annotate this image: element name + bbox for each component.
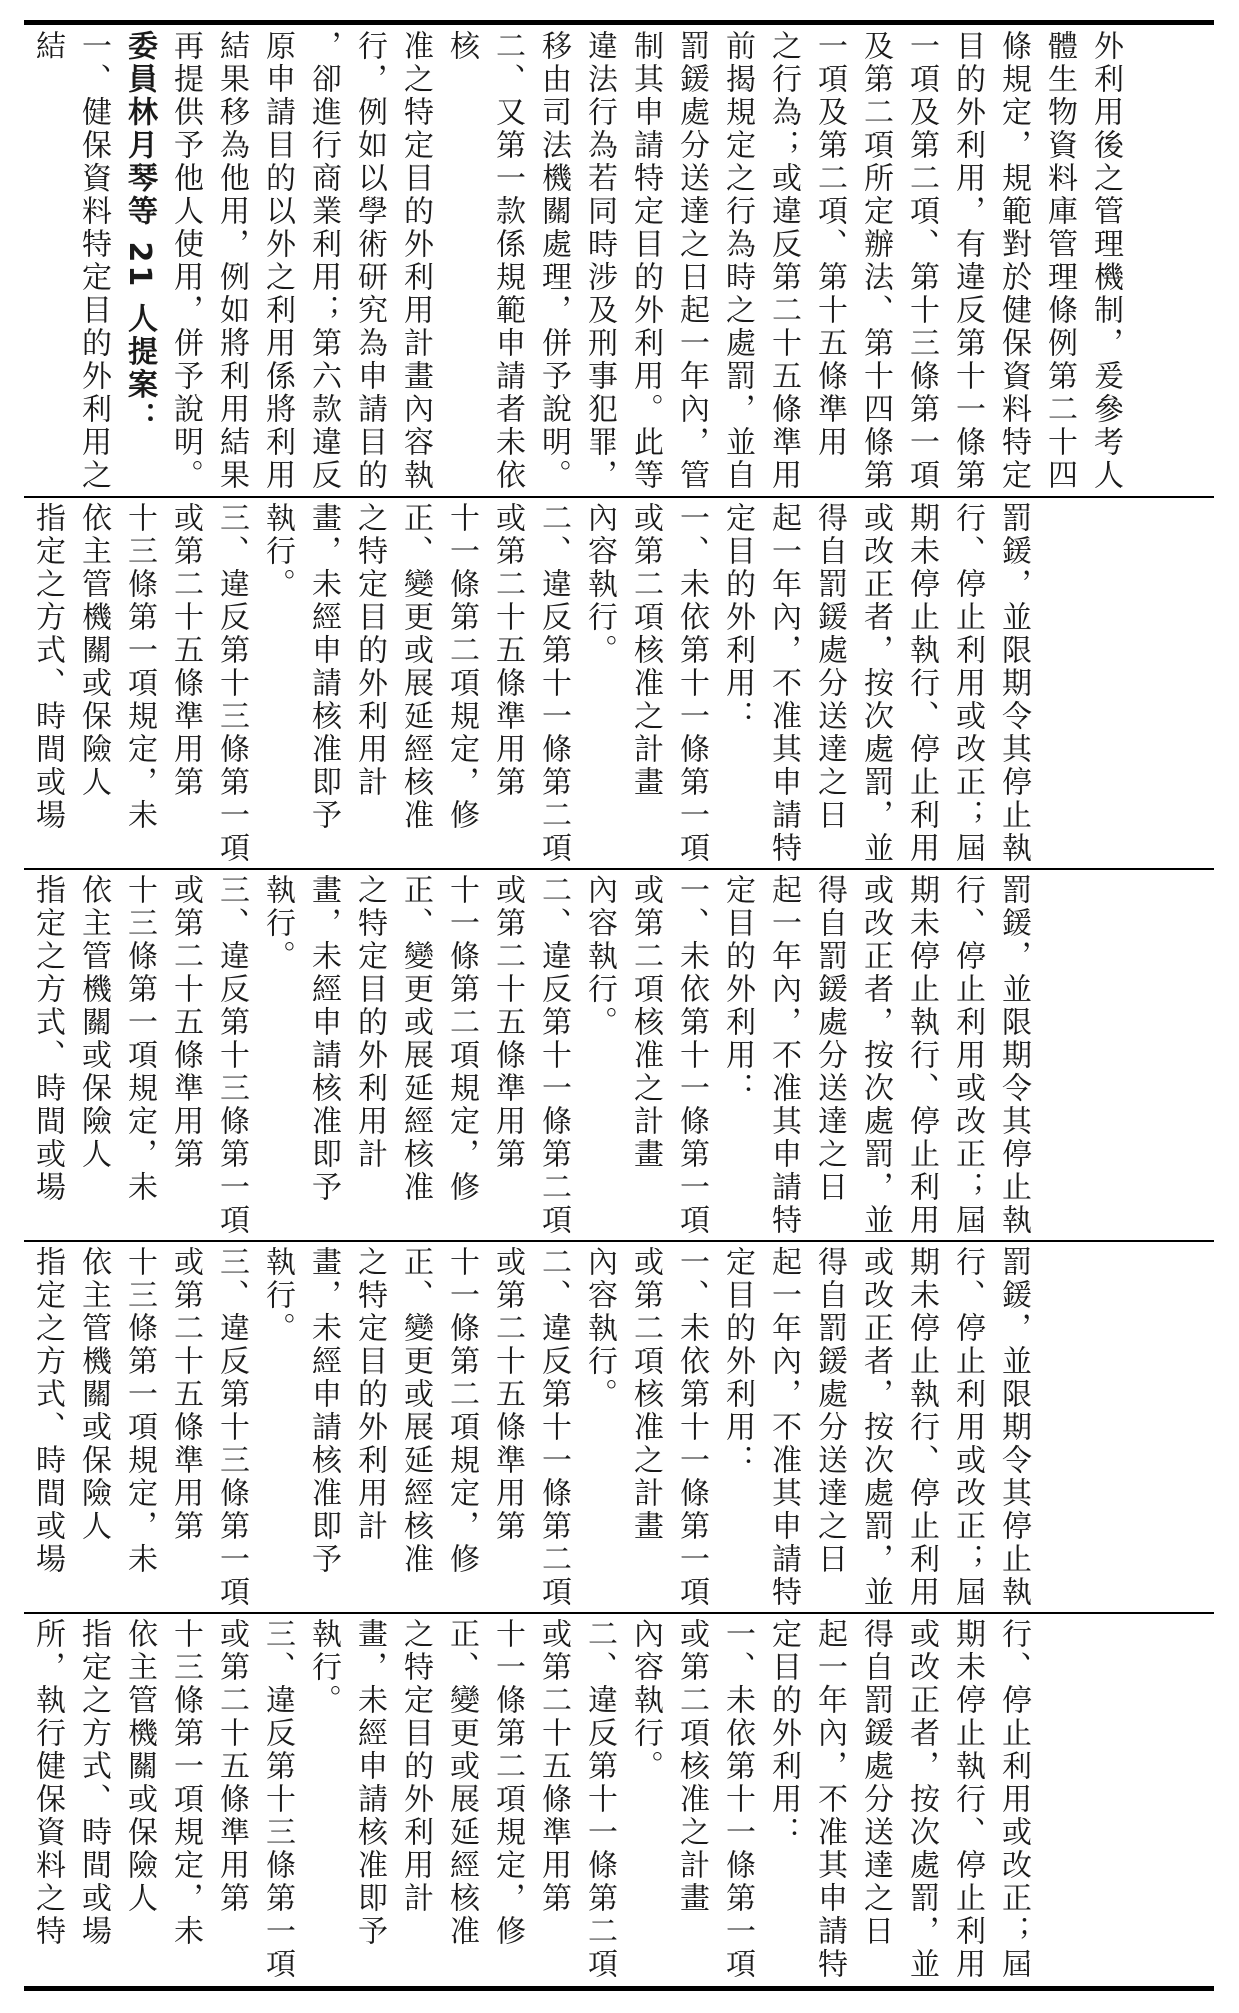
explanation-panel [24,30,1214,494]
text-line: 期未停止執行、停止利用 [904,502,939,865]
text-line: 結果移為他用，例如將利用結果 [214,30,249,492]
text-line: 得自罰鍰處分送達之日 [812,874,847,1204]
text-line: 定目的外利用： [766,1618,801,1849]
text-line: 或第二十五條準用第 [168,502,203,799]
article-text-4 [24,1618,1050,1982]
article-panel-2 [24,874,1214,1238]
text-line: 之行為；或違反第二十五條準用 [766,30,801,492]
text-line: 指定之方式、時間或場 [30,1246,65,1576]
text-line: 正、變更或展延經核准 [398,1246,433,1576]
text-line: 起一年內，不准其申請特 [766,502,801,865]
text-line: 三、違反第十三條第一項 [214,502,249,865]
text-line: 期未停止執行、停止利用 [904,874,939,1237]
text-line: ，卻進行商業利用；第六款違反 [306,30,341,492]
text-line: 或第二項核准之計畫 [628,1246,663,1543]
text-line: 罰鍰，並限期令其停止執 [996,874,1031,1237]
text-line: 指定之方式、時間或場 [30,874,65,1204]
text-line: 罰鍰，並限期令其停止執 [996,502,1031,865]
text-line: 或第二項核准之計畫 [674,1618,709,1915]
text-line: 畫，未經申請核准即予 [306,502,341,832]
text-line: 期未停止執行、停止利用 [904,1246,939,1609]
panel-divider [24,868,1214,870]
explanation-text [24,30,1142,494]
text-line: 依主管機關或保險人 [122,1618,157,1915]
bottom-rule [24,1986,1214,1991]
text-line: 得自罰鍰處分送達之日 [858,1618,893,1948]
text-line: 畫，未經申請核准即予 [306,1246,341,1576]
text-line: 移由司法機關處理，併予說明。 [536,30,571,492]
text-line: 執行。 [260,874,295,973]
text-line: 執行。 [260,1246,295,1345]
text-line: 一項及第二項、第十三條第一項 [904,30,939,492]
text-line: 外利用後之管理機制，爰參考人 [1088,30,1123,492]
text-line: 違法行為若同時涉及刑事犯罪， [582,30,617,492]
text-line: 十三條第一項規定，未 [122,1246,157,1576]
text-line: 十三條第一項規定，未 [122,874,157,1204]
panel-divider [24,1612,1214,1614]
article-text-3 [24,1246,1050,1610]
top-rule [24,20,1214,25]
text-line: 條規定，規範對於健保資料特定 [996,30,1031,492]
text-line: 之特定目的外利用計 [352,1246,387,1543]
text-line: 一、未依第十一條第一項 [674,1246,709,1609]
text-line: 行、停止利用或改正；屆 [996,1618,1031,1981]
text-line: 二、違反第十一條第二項 [536,1246,571,1609]
text-line: 內容執行。 [582,874,617,1039]
proposal-line: 一、健保資料特定目的外利用之結 [30,30,111,492]
text-line: 定目的外利用： [720,1246,755,1477]
proposer-heading: 委員林月琴等 21 人提案： [122,30,157,435]
panel-divider [24,496,1214,498]
text-line: 目的外利用，有違反第十一條第 [950,30,985,492]
text-line: 起一年內，不准其申請特 [766,874,801,1237]
text-line: 內容執行。 [628,1618,663,1783]
text-line: 行、停止利用或改正；屆 [950,874,985,1237]
text-line: 一、未依第十一條第一項 [674,874,709,1237]
text-line: 或第二十五條準用第 [168,874,203,1171]
text-line: 內容執行。 [582,502,617,667]
text-line: 十一條第二項規定，修 [444,502,479,832]
text-line: 正、變更或展延經核准 [444,1618,479,1948]
text-line: 所，執行健保資料之特 [30,1618,65,1948]
text-line: 執行。 [260,502,295,601]
text-line: 依主管機關或保險人 [76,874,111,1171]
text-line: 指定之方式、時間或場 [30,502,65,832]
text-line: 一、未依第十一條第一項 [720,1618,755,1981]
text-line: 十三條第一項規定，未 [168,1618,203,1948]
text-line: 體生物資料庫管理條例第二十四 [1042,30,1077,492]
text-line: 十一條第二項規定，修 [444,874,479,1204]
text-line: 依主管機關或保險人 [76,502,111,799]
text-line: 二、違反第十一條第二項 [582,1618,617,1981]
text-line: 執行。 [306,1618,341,1717]
text-line: 前揭規定之行為時之處罰，並自 [720,30,755,492]
article-panel-4 [24,1618,1214,1982]
text-line: 或第二十五條準用第 [536,1618,571,1915]
text-line: 畫，未經申請核准即予 [306,874,341,1204]
text-line: 或第二十五條準用第 [490,1246,525,1543]
text-line: 二、又第一款係規範申請者未依核 [444,30,525,492]
text-line: 之特定目的外利用計 [352,874,387,1171]
text-line: 二、違反第十一條第二項 [536,502,571,865]
text-line: 及第二項所定辦法、第十四條第 [858,30,893,492]
text-line: 依主管機關或保險人 [76,1246,111,1543]
text-line: 畫，未經申請核准即予 [352,1618,387,1948]
text-line: 或改正者，按次處罰，並 [858,1246,893,1609]
text-line: 指定之方式、時間或場 [76,1618,111,1948]
text-line: 或改正者，按次處罰，並 [858,502,893,865]
text-line: 三、違反第十三條第一項 [260,1618,295,1981]
article-text-2 [24,874,1050,1238]
text-line: 或第二十五條準用第 [214,1618,249,1915]
text-line: 起一年內，不准其申請特 [812,1618,847,1981]
text-line: 二、違反第十一條第二項 [536,874,571,1237]
article-panel-3 [24,1246,1214,1610]
text-line: 或改正者，按次處罰，並 [858,874,893,1237]
article-text-1 [24,502,1050,866]
text-line: 一、未依第十一條第一項 [674,502,709,865]
text-line: 或第二十五條準用第 [490,874,525,1171]
text-line: 或第二項核准之計畫 [628,874,663,1171]
text-line: 之特定目的外利用計 [398,1618,433,1915]
text-line: 行、停止利用或改正；屆 [950,1246,985,1609]
text-line: 行，例如以學術研究為申請目的 [352,30,387,492]
text-line: 原申請目的以外之利用係將利用 [260,30,295,492]
text-line: 三、違反第十三條第一項 [214,1246,249,1609]
text-line: 制其申請特定目的外利用。此等 [628,30,663,492]
text-line: 或第二十五條準用第 [168,1246,203,1543]
text-line: 內容執行。 [582,1246,617,1411]
text-line: 得自罰鍰處分送達之日 [812,502,847,832]
text-line: 正、變更或展延經核准 [398,502,433,832]
text-line: 或第二項核准之計畫 [628,502,663,799]
text-line: 再提供予他人使用，併予說明。 [168,30,203,492]
text-line: 之特定目的外利用計 [352,502,387,799]
text-line: 一項及第二項、第十五條準用 [812,30,847,459]
text-line: 定目的外利用： [720,502,755,733]
text-line: 期未停止執行、停止利用 [950,1618,985,1981]
article-panel-1 [24,502,1214,866]
text-line: 或第二十五條準用第 [490,502,525,799]
text-line: 得自罰鍰處分送達之日 [812,1246,847,1576]
text-line: 十一條第二項規定，修 [490,1618,525,1948]
text-line: 十一條第二項規定，修 [444,1246,479,1576]
text-line: 罰鍰，並限期令其停止執 [996,1246,1031,1609]
text-line: 或改正者，按次處罰，並 [904,1618,939,1981]
text-line: 罰鍰處分送達之日起一年內，管 [674,30,709,492]
text-line: 三、違反第十三條第一項 [214,874,249,1237]
text-line: 十三條第一項規定，未 [122,502,157,832]
text-line: 准之特定目的外利用計畫內容執 [398,30,433,492]
text-line: 定目的外利用： [720,874,755,1105]
text-line: 起一年內，不准其申請特 [766,1246,801,1609]
text-line: 正、變更或展延經核准 [398,874,433,1204]
text-line: 行、停止利用或改正；屆 [950,502,985,865]
panel-divider [24,1240,1214,1242]
